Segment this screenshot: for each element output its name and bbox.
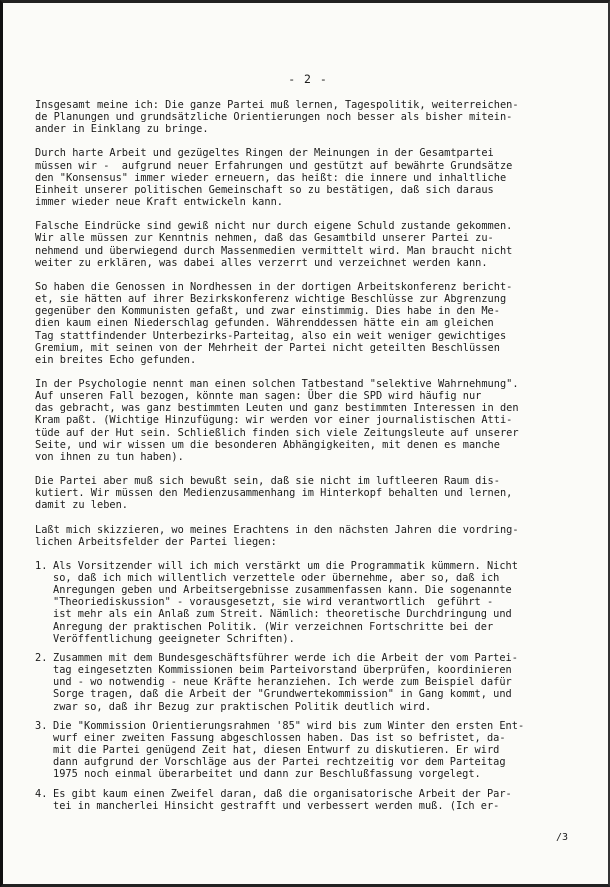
text-line: Zusammen mit dem Bundesgeschäftsführer werde ich die Arbeit der vom Partei- bbox=[53, 651, 518, 664]
list-item-number: 1. bbox=[35, 559, 48, 572]
list-item bbox=[35, 788, 593, 812]
text-line: Seite, und wir wissen um die besonderen Abhängigkeiten, mit denen es manche bbox=[35, 438, 500, 451]
list-item bbox=[35, 652, 593, 713]
page-number: - 2 - bbox=[288, 72, 328, 86]
text-line: Insgesamt meine ich: Die ganze Partei muß lernen, Tagespolitik, weiterreichen- bbox=[35, 99, 519, 111]
text-line: Kram paßt. (Wichtige Hinzufügung: wir werden vor einer journalistischen Atti- bbox=[35, 414, 513, 427]
text-line: Gremium, mit seinen von der Mehrheit der Partei nicht geteilten Beschlüssen bbox=[35, 341, 500, 354]
paragraph bbox=[35, 99, 593, 135]
paragraph bbox=[35, 147, 593, 208]
text-line: In der Psychologie nennt man einen solchen Tatbestand "selektive Wahrnehmung". bbox=[35, 377, 519, 390]
text-line: weiter zu erklären, was dabei alles verzerrt und verzeichnet werden kann. bbox=[35, 256, 488, 269]
text-line: ein breites Echo gefunden. bbox=[35, 353, 197, 366]
text-line: nehmend und überwiegend durch Massenmedien vermittelt wird. Man braucht nicht bbox=[35, 244, 513, 257]
text-line: von ihnen zu tun haben). bbox=[35, 450, 184, 463]
text-line: Es gibt kaum einen Zweifel daran, daß die organisatorische Arbeit der Par- bbox=[53, 787, 512, 800]
text-line: Veröffentlichung geeigneter Schriften). bbox=[53, 632, 295, 645]
numbered-list bbox=[35, 560, 593, 812]
text-line: das gebracht, was ganz bestimmten Leuten und ganz bestimmten Interessen in den bbox=[35, 402, 519, 415]
paragraph bbox=[35, 281, 593, 366]
text-line: Auf unseren Fall bezogen, könnte man sagen: Über die SPD wird häufig nur bbox=[35, 390, 482, 403]
text-line: kutiert. Wir müssen den Medienzusammenhang im Hinterkopf behalten und lernen, bbox=[35, 487, 513, 500]
list-item bbox=[35, 720, 593, 781]
text-line: Die Partei aber muß sich bewußt sein, daß sie nicht im luftleeren Raum dis- bbox=[35, 475, 500, 488]
text-line: Falsche Eindrücke sind gewiß nicht nur durch eigene Schuld zustande gekommen. bbox=[35, 220, 513, 233]
paragraph bbox=[35, 378, 593, 463]
text-line: damit zu leben. bbox=[35, 499, 128, 512]
text-line: tei in mancherlei Hinsicht gestrafft und verbessert werden muß. (Ich er- bbox=[53, 799, 500, 812]
list-item bbox=[35, 560, 593, 645]
list-item-number: 2. bbox=[35, 651, 48, 664]
text-line: wurf einer zweiten Fassung abgeschlossen haben. Das ist so befristet, da- bbox=[53, 731, 506, 744]
text-line: de Planungen und grundsätzliche Orientierungen noch besser als bisher mitein- bbox=[35, 111, 513, 124]
text-line: dien kaum einen Niederschlag gefunden. Währenddessen hätte ein am gleichen bbox=[35, 317, 494, 330]
text-line: so, daß ich mich willentlich verzettele oder übernehme, aber so, daß ich bbox=[53, 572, 500, 584]
text-line: Tag stattfindender Unterbezirks-Parteitag, also ein weit weniger gewichtiges bbox=[35, 329, 507, 342]
paragraph bbox=[35, 524, 593, 548]
text-line: lichen Arbeitsfelder der Partei liegen: bbox=[35, 535, 277, 548]
text-line: So haben die Genossen in Nordhessen in der dortigen Arbeitskonferenz bericht- bbox=[35, 280, 513, 293]
text-line: Einheit unserer politischen Gemeinschaft so zu bestätigen, daß sich daraus bbox=[35, 183, 494, 196]
document-body bbox=[35, 99, 593, 819]
text-line: ander in Einklang zu bringe. bbox=[35, 123, 209, 136]
text-line: Laßt mich skizzieren, wo meines Erachtens in den nächsten Jahren die vordring- bbox=[35, 523, 519, 536]
paragraph bbox=[35, 220, 593, 269]
text-line: Durch harte Arbeit und gezügeltes Ringen der Meinungen in der Gesamtpartei bbox=[35, 147, 494, 160]
text-line: tag eingesetzten Kommissionen beim Parteivorstand überprüfen, koordinieren bbox=[53, 664, 512, 677]
text-line: müssen wir - aufgrund neuer Erfahrungen und gestützt auf bewährte Grundsätze bbox=[35, 159, 513, 172]
paragraph bbox=[35, 475, 593, 511]
text-line: dann aufgrund der Vorschläge aus der Partei rechtzeitig vor dem Parteitag bbox=[53, 756, 506, 769]
list-item-number: 3. bbox=[35, 719, 48, 732]
list-item-number: 4. bbox=[35, 787, 48, 800]
text-line: und - wo notwendig - neue Kräfte heranziehen. Ich werde zum Beispiel dafür bbox=[53, 676, 512, 689]
text-line: Die "Kommission Orientierungsrahmen '85" wird bis zum Winter den ersten Ent- bbox=[53, 719, 525, 732]
text-line: et, sie hätten auf ihrer Bezirkskonferenz wichtige Beschlüsse zur Abgrenzung bbox=[35, 293, 507, 306]
text-line: ist mehr als ein Anlaß zum Streit. Nämlich: theoretische Durchdringung und bbox=[53, 608, 512, 621]
text-line: Anregung der praktischen Politik. (Wir verzeichnen Fortschritte bei der bbox=[53, 620, 494, 633]
text-line: Sorge tragen, daß die Arbeit der "Grundwertekommission" in Gang kommt, und bbox=[53, 688, 512, 701]
text-line: 1975 noch einmal überarbeitet und dann zur Beschlußfassung vorgelegt. bbox=[53, 768, 481, 781]
continuation-mark: /3 bbox=[555, 831, 568, 843]
text-line: Wir alle müssen zur Kenntnis nehmen, daß das Gesamtbild unserer Partei zu- bbox=[35, 232, 494, 245]
text-line: mit die Partei genügend Zeit hat, diesen Entwurf zu diskutieren. Er wird bbox=[53, 744, 500, 757]
text-line: "Theoriediskussion" - vorausgesetzt, sie wird verantwortlich geführt - bbox=[53, 596, 494, 609]
text-line: zwar so, daß ihr Bezug zur praktischen Politik deutlich wird. bbox=[53, 700, 432, 713]
text-line: gegenüber den Kommunisten gefaßt, und zwar einstimmig. Dies habe in den Me- bbox=[35, 305, 500, 318]
text-line: Als Vorsitzender will ich mich verstärkt um die Programmatik kümmern. Nicht bbox=[53, 559, 518, 572]
text-line: tüde auf der Hut sein. Schließlich finden sich viele Zeitungsleute auf unserer bbox=[35, 426, 519, 439]
text-line: immer wieder neue Kraft entwickeln kann. bbox=[35, 196, 283, 209]
text-line: den "Konsensus" immer wieder erneuern, das heißt: die innere und inhaltliche bbox=[35, 171, 507, 184]
text-line: Anregungen geben und Arbeitsergebnisse zusammenfassen kann. Die sogenannte bbox=[53, 584, 512, 597]
